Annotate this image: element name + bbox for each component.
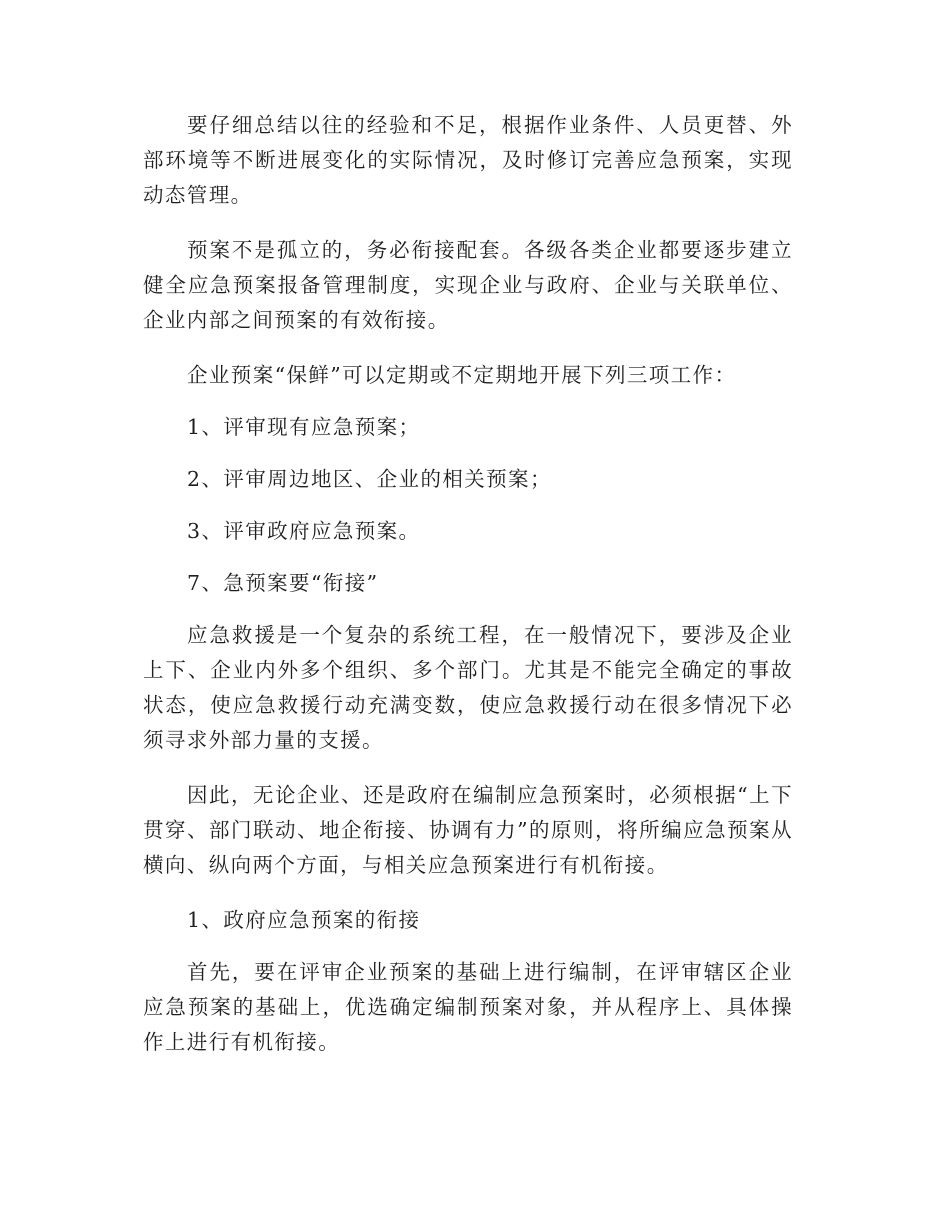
- list-item-review-existing: 1、评审现有应急预案；: [187, 415, 421, 439]
- paragraph-plan-linkage: 预案不是孤立的，务必衔接配套。各级各类企业都要逐步建立健全应急预案报备管理制度，实现企业与政府、企业与关联单位、企业内部之间预案的有效衔接。: [143, 238, 793, 332]
- list-item-review-government: 3、评审政府应急预案。: [187, 519, 421, 543]
- paragraph-principles: 因此，无论企业、还是政府在编制应急预案时，必须根据“上下贯穿、部门联动、地企衔接、协调有力”的原则，将所编应急预案从横向、纵向两个方面，与相关应急预案进行有机衔接。: [143, 783, 793, 877]
- paragraph-dynamic-management: 要仔细总结以往的经验和不足，根据作业条件、人员更替、外部环境等不断进展变化的实际情况，及时修订完善应急预案，实现动态管理。: [143, 113, 793, 207]
- paragraph-first-step: 首先，要在评审企业预案的基础上进行编制，在评审辖区企业应急预案的基础上，优选确定编制预案对象，并从程序上、具体操作上进行有机衔接。: [143, 960, 793, 1054]
- paragraph-system-engineering: 应急救援是一个复杂的系统工程，在一般情况下，要涉及企业上下、企业内外多个组织、多个部门。尤其是不能完全确定的事故状态，使应急救援行动充满变数，使应急救援行动在很多情况下必须寻求外部力量的支援。: [143, 623, 793, 752]
- document-body: [143, 108, 793, 1080]
- paragraph-three-tasks-intro: 企业预案“保鲜”可以定期或不定期地开展下列三项工作：: [187, 363, 737, 387]
- section-heading-linkage: 7、急预案要“衔接”: [187, 571, 379, 595]
- subsection-heading-government: 1、政府应急预案的衔接: [187, 908, 421, 932]
- list-item-review-surrounding: 2、评审周边地区、企业的相关预案；: [187, 467, 552, 491]
